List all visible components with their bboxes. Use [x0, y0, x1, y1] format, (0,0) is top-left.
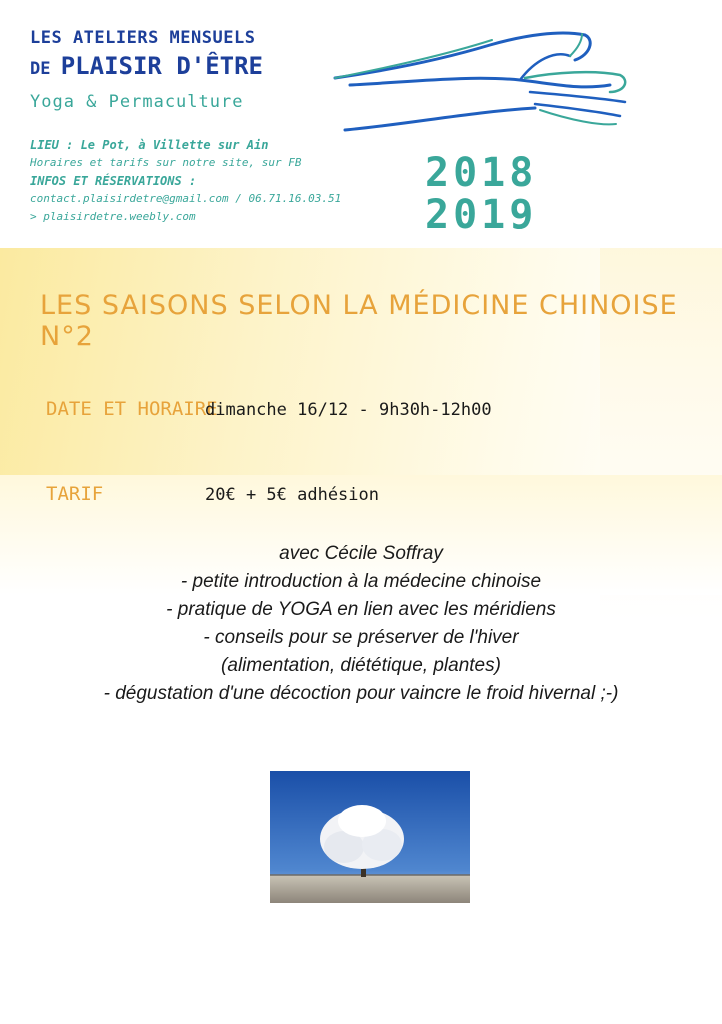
hand-icon: [320, 20, 640, 140]
year-first: 2018: [425, 150, 538, 196]
info-website-link[interactable]: > plaisirdetre.weebly.com: [30, 210, 196, 223]
date-label: DATE ET HORAIRE: [46, 398, 218, 420]
info-reservations-heading: INFOS ET RÉSERVATIONS :: [30, 174, 197, 188]
price-label: TARIF: [46, 483, 104, 505]
description-item: - dégustation d'une décoction pour vaincre le froid hivernal ;-): [103, 683, 619, 704]
header: [0, 0, 722, 248]
info-schedule: Horaires et tarifs sur notre site, sur FB: [30, 156, 302, 169]
date-value: dimanche 16/12 - 9h30h-12h00: [205, 400, 492, 420]
contact-info: [30, 136, 341, 226]
year-second: 2019: [425, 192, 538, 238]
event-description: [0, 540, 722, 708]
description-item: - conseils pour se préserver de l'hiver: [203, 627, 519, 648]
event-title: LES SAISONS SELON LA MÉDICINE CHINOISE N°2: [40, 290, 678, 352]
series-title: LES ATELIERS MENSUELS: [30, 28, 256, 48]
info-email-phone[interactable]: contact.plaisirdetre@gmail.com / 06.71.16.03.51: [30, 192, 342, 205]
organizer-prefix: DE: [30, 59, 61, 79]
description-item: - pratique de YOGA en lien avec les méridiens: [166, 599, 556, 620]
series-subtitle: Yoga & Permaculture: [30, 92, 244, 112]
description-host: avec Cécile Soffray: [279, 543, 443, 564]
info-location: LIEU : Le Pot, à Villette sur Ain: [30, 138, 269, 152]
organizer-brand: PLAISIR D'ÊTRE: [60, 52, 264, 80]
frosted-tree-photo: [270, 771, 470, 903]
description-item: - petite introduction à la médecine chinoise: [180, 571, 542, 592]
description-item: (alimentation, diététique, plantes): [221, 655, 501, 676]
price-value: 20€ + 5€ adhésion: [205, 485, 379, 505]
organizer-name: [30, 52, 263, 80]
